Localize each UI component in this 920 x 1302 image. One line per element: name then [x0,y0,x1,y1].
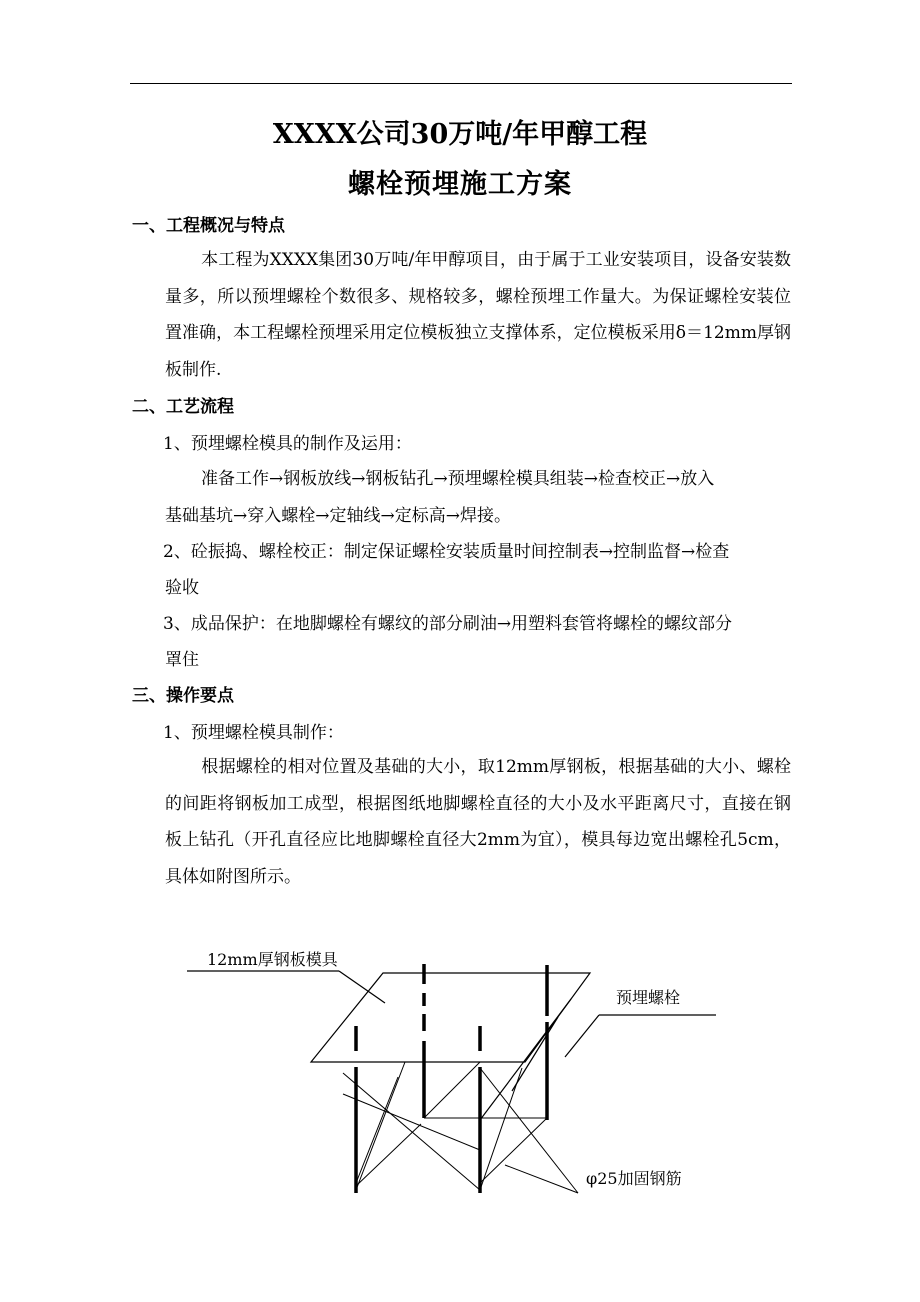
process-item-2-a: 2、砼振捣、螺栓校正：制定保证螺栓安装质量时间控制表→控制监督→检查 [163,542,730,562]
document-title: XXXX公司30万吨/年甲醇工程 [272,119,648,150]
reinforcing-bar [356,1124,421,1186]
section-heading-overview: 一、工程概况与特点 [132,216,285,236]
reinforcing-bar [480,1068,522,1190]
process-item-3-b: 罩住 [165,650,199,670]
process-item-1-text-a: 准备工作→钢板放线→钢板钻孔→预埋螺栓模具组装→检查校正→放入 [201,469,715,489]
reinforcing-bar [356,1062,405,1190]
section-heading-key-points: 三、操作要点 [132,686,234,706]
key-points-paragraph-text: 根据螺栓的相对位置及基础的大小，取12mm厚钢板，根据基础的大小、螺栓的间距将钢板加工成型，根据图纸地脚螺栓直径的大小及水平距离尺寸，直接在钢板上钻孔（开孔直径应比地脚螺栓直径大2mm为宜），模具每边宽出螺栓孔5cm，具体如附图所示。 [165,757,791,887]
rebar-label: φ25加固钢筋 [586,1169,682,1188]
reinforcing-bar [356,1077,398,1183]
process-item-1: 1、预埋螺栓模具的制作及运用： [163,434,412,454]
reinforcing-bar [343,1073,480,1190]
key-points-paragraph [165,749,791,895]
section-heading-process: 二、工艺流程 [132,397,234,417]
process-item-3-a: 3、成品保护：在地脚螺栓有螺纹的部分刷油→用塑料套管将螺栓的螺纹部分 [163,614,733,634]
process-item-1-text-b: 基础基坑→穿入螺栓→定轴线→定标高→焊接。 [165,506,511,526]
document-subtitle: 螺栓预埋施工方案 [348,169,572,200]
reinforcing-bar [424,1062,480,1118]
overview-paragraph-text: 本工程为XXXX集团30万吨/年甲醇项目，由于属于工业安装项目，设备安装数量多，所以预埋螺栓个数很多、规格较多，螺栓预埋工作量大。为保证螺栓安装位置准确，本工程螺栓预埋采用定位模板独立支撑体系，定位模板采用δ＝12mm厚钢板制作. [165,250,791,380]
bolt-template-diagram [0,930,920,1210]
key-points-item-1: 1、预埋螺栓模具制作： [163,723,344,743]
reinforcing-bar [480,1118,547,1183]
plate-template-label: 12mm厚钢板模具 [207,950,338,969]
header-rule [130,83,792,84]
reinforcing-bar [343,1094,480,1150]
reinforcing-bars [343,1062,578,1193]
bolt-label-leader-diagonal [565,1015,599,1057]
process-item-2-b: 验收 [165,578,199,598]
overview-paragraph [165,242,791,388]
anchor-bolt-label: 预埋螺栓 [616,988,681,1007]
bolt-pointer-line-2 [512,1017,558,1091]
